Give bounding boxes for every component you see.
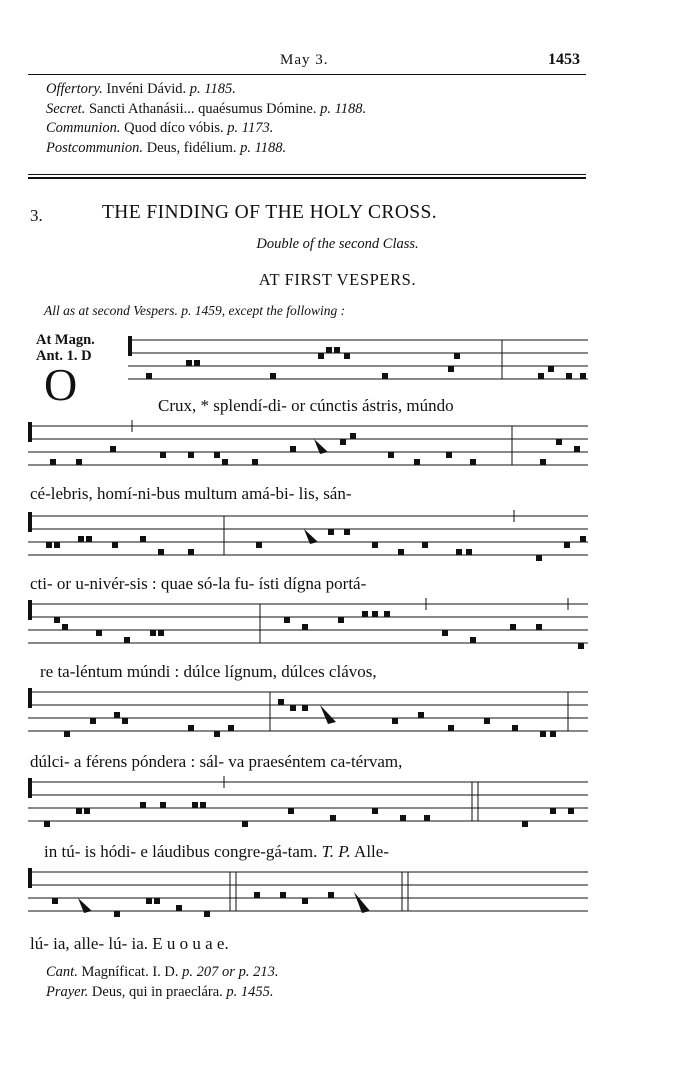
chant-staff-2	[28, 420, 588, 478]
lyric-line-1: Crux, * splendí-di- or cúnctis ástris, múndo	[158, 396, 454, 415]
feast-rank: Double of the second Class.	[256, 236, 419, 252]
proper-communion: Communion. Quod díco vóbis. p. 1173.	[46, 120, 274, 136]
chant-staff-5	[28, 686, 588, 744]
page-number: 1453	[548, 51, 580, 68]
chant-staff-3	[28, 510, 588, 568]
lyric-line-3: cti- or u-nivér-sis : quae só-la fu- ísti dígna portá-	[30, 574, 367, 593]
closing-prayer: Prayer. Deus, qui in praeclára. p. 1455.	[46, 984, 274, 1000]
drop-initial: O	[44, 359, 78, 410]
feast-number: 3.	[30, 206, 43, 225]
proper-postcommunion: Postcommunion. Deus, fidélium. p. 1188.	[46, 139, 287, 156]
chant-staff-6	[28, 776, 588, 834]
chant-staff-7	[28, 866, 588, 924]
chant-staff-1	[28, 334, 588, 390]
section-rule-top	[28, 174, 586, 175]
lyric-line-4: re ta-léntum múndi : dúlce lígnum, dúlces clávos,	[40, 662, 377, 681]
proper-offertory: Offertory. Invéni Dávid. p. 1185.	[46, 81, 236, 97]
propers-list	[46, 80, 366, 158]
antiphon-label: At Magn. Ant. 1. D	[36, 332, 95, 364]
proper-secret: Secret. Sancti Athanásii... quaésumus Dómine. p. 1188.	[46, 100, 367, 117]
lyric-line-2: cé-lebris, homí-ni-bus multum amá-bi- lis, sán-	[30, 484, 352, 503]
chant-staff-4	[28, 598, 588, 656]
office-heading: AT FIRST VESPERS.	[258, 270, 417, 289]
closing-list	[46, 962, 278, 1002]
running-date: May 3.	[280, 52, 329, 68]
lyric-line-5: dúlci- a férens póndera : sál- va praeséntem ca-térvam,	[30, 752, 403, 771]
closing-canticle: Cant. Magníficat. I. D. p. 207 or p. 213.	[46, 964, 279, 980]
lyric-line-7: lú- ia, alle- lú- ia. E u o u a e.	[30, 934, 229, 953]
lyric-line-6: in tú- is hódi- e láudibus congre-gá-tam. T. P. Alle-	[44, 842, 389, 861]
feast-title: THE FINDING OF THE HOLY CROSS.	[102, 202, 438, 223]
header-rule	[28, 74, 586, 75]
rubric: All as at second Vespers. p. 1459, except the following :	[44, 303, 346, 318]
section-rule-bottom	[28, 177, 586, 179]
